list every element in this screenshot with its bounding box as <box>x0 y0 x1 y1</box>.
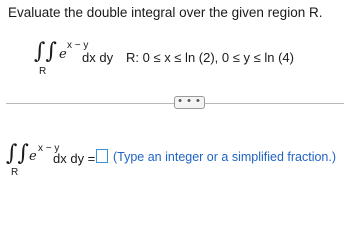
answer-exponent: x − y <box>38 143 60 154</box>
answer-exponential-base: e <box>29 149 37 164</box>
differentials: dx dy <box>82 50 114 65</box>
exponent: x − y <box>67 40 89 51</box>
answer-input[interactable] <box>96 149 108 163</box>
more-options-button[interactable]: • • • <box>174 96 205 109</box>
exponential-base: e <box>59 47 67 62</box>
answer-differentials: dx dy = <box>53 151 96 166</box>
region-label: R <box>39 66 47 77</box>
region-definition: R: 0 ≤ x ≤ ln (2), 0 ≤ y ≤ ln (4) <box>126 50 294 65</box>
question-prompt: Evaluate the double integral over the given region R. <box>8 5 323 20</box>
answer-double-integral-sign: ∫∫ <box>6 141 29 166</box>
answer-format-hint: (Type an integer or a simplified fraction.) <box>113 150 337 164</box>
double-integral-sign: ∫∫ <box>34 39 57 64</box>
answer-region-label: R <box>11 167 19 178</box>
